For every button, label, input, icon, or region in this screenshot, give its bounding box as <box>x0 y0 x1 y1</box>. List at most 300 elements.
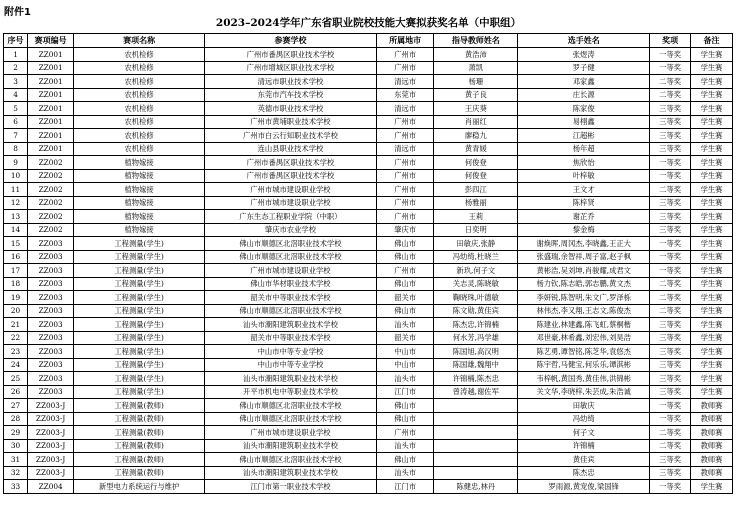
row-instructor <box>434 399 518 413</box>
row-remark: 学生赛 <box>691 358 733 372</box>
row-event-name: 工程测量(教师) <box>74 399 205 413</box>
row-award: 三等奖 <box>650 453 691 467</box>
row-event-name: 工程测量(教师) <box>74 439 205 453</box>
row-index: 10 <box>4 169 28 183</box>
row-event-name: 工程测量(学生) <box>74 250 205 264</box>
row-city: 中山市 <box>376 345 434 359</box>
row-school: 佛山市顺德区北滘职业技术学校 <box>205 412 377 426</box>
row-remark: 学生赛 <box>691 169 733 183</box>
row-event-name: 工程测量(学生) <box>74 345 205 359</box>
row-index: 28 <box>4 412 28 426</box>
row-index: 15 <box>4 237 28 251</box>
row-city: 中山市 <box>376 358 434 372</box>
row-city: 广州市 <box>376 196 434 210</box>
attachment-label: 附件1 <box>4 7 31 18</box>
table-row <box>4 61 733 75</box>
row-award: 三等奖 <box>650 142 691 156</box>
row-index: 23 <box>4 345 28 359</box>
row-school: 汕头市潮阳建筑职业技术学校 <box>205 466 377 480</box>
row-index: 13 <box>4 210 28 224</box>
row-contestant: 罗雨源,黄宠俊,梁国锋 <box>518 480 650 494</box>
row-award: 三等奖 <box>650 102 691 116</box>
row-instructor: 陈杰忠,许锦楠 <box>434 318 518 332</box>
row-city: 广州市 <box>376 156 434 170</box>
row-remark: 学生赛 <box>691 129 733 143</box>
table-row <box>4 237 733 251</box>
row-contestant: 韦梓帆,黄国秀,黄佳伟,洪锦彬 <box>518 372 650 386</box>
row-school: 广州市白云行知职业技术学校 <box>205 129 377 143</box>
table-row <box>4 426 733 440</box>
row-event-name: 农机检修 <box>74 48 205 62</box>
row-city: 汕头市 <box>376 439 434 453</box>
table-row <box>4 358 733 372</box>
row-remark: 学生赛 <box>691 318 733 332</box>
row-school: 广州市番禺区职业技术学校 <box>205 169 377 183</box>
row-event-name: 工程测量(学生) <box>74 304 205 318</box>
row-event-name: 农机检修 <box>74 88 205 102</box>
row-instructor: 新玖,何子文 <box>434 264 518 278</box>
table-row <box>4 480 733 494</box>
row-event-name: 植物嫁接 <box>74 210 205 224</box>
row-remark: 教师赛 <box>691 412 733 426</box>
row-remark: 学生赛 <box>691 331 733 345</box>
row-school: 汕头市潮阳建筑职业技术学校 <box>205 439 377 453</box>
row-city: 清远市 <box>376 102 434 116</box>
row-index: 4 <box>4 88 28 102</box>
table-row <box>4 291 733 305</box>
row-award: 一等奖 <box>650 169 691 183</box>
table-row <box>4 210 733 224</box>
col-header-index: 序号 <box>4 34 28 48</box>
row-event-code: ZZ003-J <box>28 399 74 413</box>
table-row <box>4 439 733 453</box>
row-award: 二等奖 <box>650 439 691 453</box>
row-contestant: 许锦楠 <box>518 439 650 453</box>
row-index: 22 <box>4 331 28 345</box>
row-event-code: ZZ003 <box>28 277 74 291</box>
row-award: 一等奖 <box>650 250 691 264</box>
table-row <box>4 277 733 291</box>
row-event-name: 农机检修 <box>74 115 205 129</box>
row-award: 二等奖 <box>650 75 691 89</box>
row-event-name: 植物嫁接 <box>74 169 205 183</box>
row-remark: 学生赛 <box>691 196 733 210</box>
row-city: 肇庆市 <box>376 223 434 237</box>
row-index: 8 <box>4 142 28 156</box>
row-school: 广州市城市建设职业学校 <box>205 264 377 278</box>
row-award: 三等奖 <box>650 318 691 332</box>
row-school: 肇庆市农业学校 <box>205 223 377 237</box>
row-city: 广州市 <box>376 426 434 440</box>
table-row <box>4 250 733 264</box>
row-index: 14 <box>4 223 28 237</box>
row-contestant: 陈杰忠 <box>518 466 650 480</box>
col-header-award: 奖项 <box>650 34 691 48</box>
table-row <box>4 183 733 197</box>
table-row <box>4 466 733 480</box>
row-school: 广州市城市建设职业学校 <box>205 183 377 197</box>
row-event-name: 农机检修 <box>74 61 205 75</box>
col-header-contestant: 选手姓名 <box>518 34 650 48</box>
row-contestant: 杨力钦,陈志皓,郭志鹏,黄文杰 <box>518 277 650 291</box>
row-school: 清远市职业技术学校 <box>205 75 377 89</box>
row-instructor: 彭四江 <box>434 183 518 197</box>
row-school: 韶关市中等职业技术学校 <box>205 291 377 305</box>
row-event-name: 工程测量(学生) <box>74 277 205 291</box>
row-contestant: 陈宇哲,马健宝,何乐乐,谭淇彬 <box>518 358 650 372</box>
row-remark: 学生赛 <box>691 345 733 359</box>
table-row <box>4 304 733 318</box>
row-event-code: ZZ001 <box>28 102 74 116</box>
row-award: 三等奖 <box>650 223 691 237</box>
table-row <box>4 48 733 62</box>
row-event-code: ZZ003-J <box>28 412 74 426</box>
row-award: 三等奖 <box>650 331 691 345</box>
row-school: 中山市中等专业学校 <box>205 345 377 359</box>
row-award: 三等奖 <box>650 372 691 386</box>
row-instructor: 许锦楠,陈杰忠 <box>434 372 518 386</box>
row-school: 英德市职业技术学校 <box>205 102 377 116</box>
row-remark: 学生赛 <box>691 48 733 62</box>
row-school: 佛山市顺德区北滘职业技术学校 <box>205 250 377 264</box>
row-contestant: 邓家鑫 <box>518 75 650 89</box>
row-event-code: ZZ002 <box>28 169 74 183</box>
table-row <box>4 345 733 359</box>
row-event-name: 农机检修 <box>74 142 205 156</box>
row-instructor: 鞠晓珠,叶德敏 <box>434 291 518 305</box>
row-remark: 教师赛 <box>691 453 733 467</box>
row-school: 佛山市顺德区北滘职业技术学校 <box>205 399 377 413</box>
row-index: 21 <box>4 318 28 332</box>
row-event-name: 工程测量(学生) <box>74 291 205 305</box>
row-contestant: 叶梓敏 <box>518 169 650 183</box>
row-remark: 学生赛 <box>691 385 733 399</box>
row-index: 26 <box>4 385 28 399</box>
row-city: 广州市 <box>376 115 434 129</box>
row-instructor: 肖丽红 <box>434 115 518 129</box>
row-contestant: 冯幼绮 <box>518 412 650 426</box>
row-instructor <box>434 412 518 426</box>
row-remark: 教师赛 <box>691 399 733 413</box>
row-event-name: 工程测量(学生) <box>74 318 205 332</box>
row-instructor: 何俊登 <box>434 156 518 170</box>
row-index: 19 <box>4 291 28 305</box>
row-contestant: 张盛瑞,余智祥,周子富,赵子枫 <box>518 250 650 264</box>
row-school: 广州市番禺区职业技术学校 <box>205 156 377 170</box>
row-event-code: ZZ003 <box>28 372 74 386</box>
row-contestant: 易栩鑫 <box>518 115 650 129</box>
row-contestant: 陈家俊 <box>518 102 650 116</box>
row-instructor: 陈国雄,魏翔中 <box>434 358 518 372</box>
row-event-name: 工程测量(教师) <box>74 453 205 467</box>
row-event-code: ZZ003-J <box>28 453 74 467</box>
row-school: 汕头市潮阳建筑职业技术学校 <box>205 318 377 332</box>
row-school: 佛山市顺德区北滘职业技术学校 <box>205 304 377 318</box>
row-instructor: 黄青媛 <box>434 142 518 156</box>
row-city: 江门市 <box>376 480 434 494</box>
row-remark: 学生赛 <box>691 115 733 129</box>
row-contestant: 张煜涛 <box>518 48 650 62</box>
row-event-name: 工程测量(教师) <box>74 426 205 440</box>
row-city: 江门市 <box>376 385 434 399</box>
row-award: 三等奖 <box>650 385 691 399</box>
row-instructor: 曾涛越,谢佐军 <box>434 385 518 399</box>
row-event-name: 工程测量(学生) <box>74 237 205 251</box>
row-city: 汕头市 <box>376 318 434 332</box>
col-header-event-code: 赛项编号 <box>28 34 74 48</box>
table-row <box>4 115 733 129</box>
row-award: 一等奖 <box>650 61 691 75</box>
row-contestant: 黄佳宾 <box>518 453 650 467</box>
row-remark: 学生赛 <box>691 183 733 197</box>
row-contestant: 杨年超 <box>518 142 650 156</box>
row-event-code: ZZ003 <box>28 237 74 251</box>
row-school: 佛山市顺德区北滘职业技术学校 <box>205 453 377 467</box>
table-row <box>4 223 733 237</box>
award-table <box>3 33 733 494</box>
row-award: 一等奖 <box>650 264 691 278</box>
row-index: 5 <box>4 102 28 116</box>
row-event-name: 工程测量(学生) <box>74 385 205 399</box>
row-remark: 教师赛 <box>691 426 733 440</box>
row-event-name: 农机检修 <box>74 102 205 116</box>
row-award: 三等奖 <box>650 358 691 372</box>
row-index: 17 <box>4 264 28 278</box>
row-remark: 学生赛 <box>691 250 733 264</box>
row-city: 广州市 <box>376 264 434 278</box>
row-school: 佛山市华材职业技术学校 <box>205 277 377 291</box>
row-event-code: ZZ003 <box>28 291 74 305</box>
row-event-code: ZZ003 <box>28 250 74 264</box>
row-event-code: ZZ003-J <box>28 426 74 440</box>
row-event-name: 工程测量(学生) <box>74 372 205 386</box>
row-event-code: ZZ003 <box>28 264 74 278</box>
row-remark: 学生赛 <box>691 304 733 318</box>
row-index: 11 <box>4 183 28 197</box>
row-contestant: 黄彬浩,吴刘坤,肖骏耀,成君文 <box>518 264 650 278</box>
row-city: 佛山市 <box>376 453 434 467</box>
row-instructor <box>434 426 518 440</box>
row-city: 佛山市 <box>376 277 434 291</box>
row-instructor: 王莉 <box>434 210 518 224</box>
table-row <box>4 453 733 467</box>
row-event-code: ZZ003 <box>28 385 74 399</box>
row-event-code: ZZ002 <box>28 183 74 197</box>
row-contestant: 陈建业,林建鑫,陈飞虹,蔡桐楷 <box>518 318 650 332</box>
row-school: 中山市中等专业学校 <box>205 358 377 372</box>
row-school: 汕头市潮阳建筑职业技术学校 <box>205 372 377 386</box>
table-row <box>4 318 733 332</box>
row-event-name: 植物嫁接 <box>74 196 205 210</box>
row-city: 广州市 <box>376 61 434 75</box>
row-award: 二等奖 <box>650 304 691 318</box>
row-city: 韶关市 <box>376 331 434 345</box>
row-instructor: 冯幼绮,杜晓兰 <box>434 250 518 264</box>
row-remark: 学生赛 <box>691 237 733 251</box>
row-city: 佛山市 <box>376 237 434 251</box>
row-contestant: 谢芷乔 <box>518 210 650 224</box>
row-instructor: 陈国旭,高汉明 <box>434 345 518 359</box>
table-row <box>4 75 733 89</box>
row-city: 佛山市 <box>376 304 434 318</box>
row-contestant: 田敏庆 <box>518 399 650 413</box>
row-school: 韶关市中等职业技术学校 <box>205 331 377 345</box>
row-award: 三等奖 <box>650 210 691 224</box>
row-remark: 学生赛 <box>691 75 733 89</box>
row-event-name: 工程测量(学生) <box>74 358 205 372</box>
row-index: 24 <box>4 358 28 372</box>
row-index: 2 <box>4 61 28 75</box>
row-index: 7 <box>4 129 28 143</box>
row-contestant: 林伟杰,李又翔,王志文,陈俊杰 <box>518 304 650 318</box>
page-title: 2023–2024学年广东省职业院校技能大赛拟获奖名单（中职组） <box>215 17 522 29</box>
row-city: 广州市 <box>376 183 434 197</box>
row-school: 广东生态工程职业学院（中职） <box>205 210 377 224</box>
row-school: 东莞市汽车技术学校 <box>205 88 377 102</box>
row-contestant: 江超彬 <box>518 129 650 143</box>
row-event-name: 工程测量(学生) <box>74 264 205 278</box>
row-event-code: ZZ001 <box>28 88 74 102</box>
row-award: 三等奖 <box>650 115 691 129</box>
row-event-code: ZZ003 <box>28 318 74 332</box>
row-event-code: ZZ002 <box>28 210 74 224</box>
row-contestant: 陈梓贤 <box>518 196 650 210</box>
row-event-name: 植物嫁接 <box>74 156 205 170</box>
row-contestant: 黎金梅 <box>518 223 650 237</box>
row-remark: 学生赛 <box>691 88 733 102</box>
row-school: 广州市黄埔职业技术学校 <box>205 115 377 129</box>
row-award: 三等奖 <box>650 196 691 210</box>
row-index: 6 <box>4 115 28 129</box>
row-event-name: 工程测量(教师) <box>74 466 205 480</box>
row-index: 20 <box>4 304 28 318</box>
row-city: 广州市 <box>376 129 434 143</box>
row-index: 3 <box>4 75 28 89</box>
row-remark: 学生赛 <box>691 223 733 237</box>
table-row <box>4 331 733 345</box>
row-instructor: 廖稳九 <box>434 129 518 143</box>
table-row <box>4 196 733 210</box>
row-school: 广州市城市建设职业学校 <box>205 196 377 210</box>
table-row <box>4 88 733 102</box>
row-city: 汕头市 <box>376 372 434 386</box>
row-event-name: 工程测量(学生) <box>74 331 205 345</box>
row-city: 韶关市 <box>376 291 434 305</box>
row-contestant: 罗子健 <box>518 61 650 75</box>
row-city: 广州市 <box>376 210 434 224</box>
row-event-code: ZZ002 <box>28 196 74 210</box>
row-instructor <box>434 453 518 467</box>
row-instructor: 何水芳,冯学雄 <box>434 331 518 345</box>
row-index: 25 <box>4 372 28 386</box>
row-remark: 学生赛 <box>691 102 733 116</box>
table-row <box>4 129 733 143</box>
row-city: 广州市 <box>376 48 434 62</box>
row-school: 连山县职业技术学校 <box>205 142 377 156</box>
row-instructor: 杨珊 <box>434 75 518 89</box>
row-remark: 学生赛 <box>691 480 733 494</box>
row-remark: 学生赛 <box>691 372 733 386</box>
col-header-city: 所属地市 <box>376 34 434 48</box>
row-city: 汕头市 <box>376 466 434 480</box>
row-index: 12 <box>4 196 28 210</box>
table-row <box>4 102 733 116</box>
row-event-code: ZZ001 <box>28 75 74 89</box>
row-remark: 学生赛 <box>691 264 733 278</box>
row-event-code: ZZ003-J <box>28 466 74 480</box>
row-award: 二等奖 <box>650 183 691 197</box>
row-city: 佛山市 <box>376 399 434 413</box>
row-index: 1 <box>4 48 28 62</box>
row-index: 16 <box>4 250 28 264</box>
row-event-name: 工程测量(教师) <box>74 412 205 426</box>
row-award: 一等奖 <box>650 48 691 62</box>
row-instructor: 黄浩沛 <box>434 48 518 62</box>
row-contestant: 邓世豪,林希鑫,刘宏伟,刘昊浩 <box>518 331 650 345</box>
row-remark: 学生赛 <box>691 142 733 156</box>
row-award: 一等奖 <box>650 480 691 494</box>
row-remark: 学生赛 <box>691 61 733 75</box>
row-instructor <box>434 466 518 480</box>
row-school: 广州市城市建设职业学校 <box>205 426 377 440</box>
row-remark: 学生赛 <box>691 156 733 170</box>
row-index: 9 <box>4 156 28 170</box>
row-instructor: 关志灵,陈晓敏 <box>434 277 518 291</box>
row-city: 清远市 <box>376 75 434 89</box>
row-city: 东莞市 <box>376 88 434 102</box>
row-instructor: 黄子良 <box>434 88 518 102</box>
row-contestant: 王文才 <box>518 183 650 197</box>
row-event-code: ZZ001 <box>28 129 74 143</box>
row-event-code: ZZ003 <box>28 345 74 359</box>
row-school: 江门市第一职业技术学校 <box>205 480 377 494</box>
row-event-code: ZZ003 <box>28 331 74 345</box>
row-event-code: ZZ001 <box>28 115 74 129</box>
row-event-code: ZZ002 <box>28 156 74 170</box>
table-row <box>4 385 733 399</box>
row-instructor: 陈健忠,林丹 <box>434 480 518 494</box>
row-event-code: ZZ001 <box>28 61 74 75</box>
row-award: 三等奖 <box>650 345 691 359</box>
row-instructor: 王庆葵 <box>434 102 518 116</box>
row-city: 清远市 <box>376 142 434 156</box>
row-city: 佛山市 <box>376 412 434 426</box>
row-instructor: 杨雅丽 <box>434 196 518 210</box>
row-event-code: ZZ003-J <box>28 439 74 453</box>
row-instructor: 何俊登 <box>434 169 518 183</box>
row-contestant: 何子文 <box>518 426 650 440</box>
row-instructor: 陈文勋,黄佳宾 <box>434 304 518 318</box>
row-school: 广州市增城区职业技术学校 <box>205 61 377 75</box>
row-index: 30 <box>4 439 28 453</box>
row-index: 18 <box>4 277 28 291</box>
row-award: 二等奖 <box>650 277 691 291</box>
col-header-instructor: 指导教师姓名 <box>434 34 518 48</box>
row-index: 27 <box>4 399 28 413</box>
row-event-name: 农机检修 <box>74 75 205 89</box>
row-event-code: ZZ004 <box>28 480 74 494</box>
row-remark: 教师赛 <box>691 466 733 480</box>
row-city: 佛山市 <box>376 250 434 264</box>
row-instructor <box>434 439 518 453</box>
row-index: 29 <box>4 426 28 440</box>
row-award: 一等奖 <box>650 399 691 413</box>
row-event-code: ZZ001 <box>28 142 74 156</box>
row-event-name: 农机检修 <box>74 129 205 143</box>
row-contestant: 关文华,李晓梓,朱芸成,朱浩诚 <box>518 385 650 399</box>
row-event-name: 植物嫁接 <box>74 223 205 237</box>
row-event-name: 植物嫁接 <box>74 183 205 197</box>
